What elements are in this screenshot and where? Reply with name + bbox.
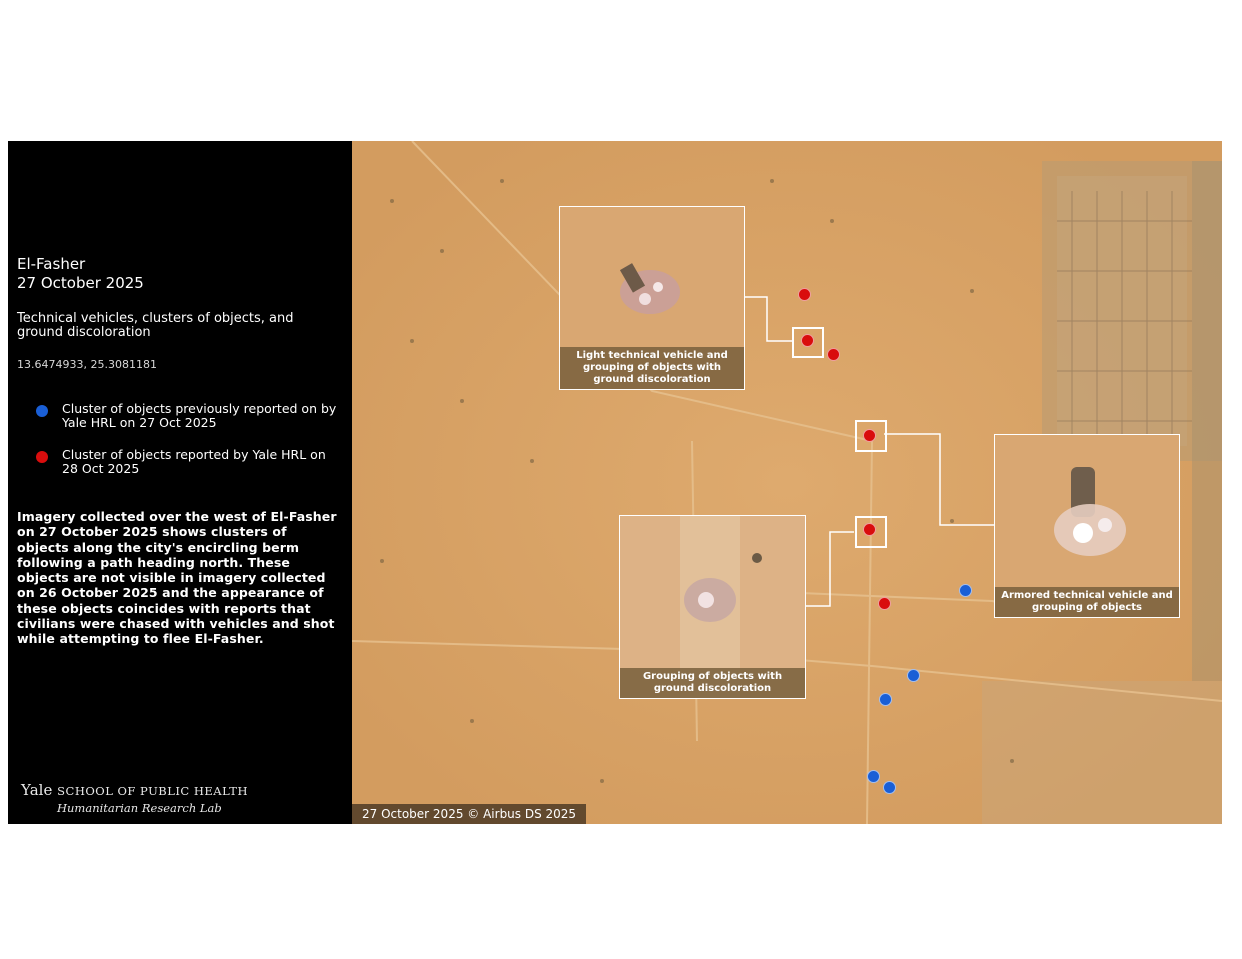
blue-marker[interactable] (879, 693, 892, 706)
title-location: El-Fasher (17, 255, 86, 273)
subtitle: Technical vehicles, clusters of objects, and ground discoloration (17, 311, 294, 340)
coordinates: 13.6474933, 25.3081181 (17, 358, 157, 371)
inset-grouping (619, 515, 806, 699)
red-marker[interactable] (863, 429, 876, 442)
red-marker[interactable] (801, 334, 814, 347)
logo-school: SCHOOL OF PUBLIC HEALTH (57, 784, 248, 798)
red-marker[interactable] (878, 597, 891, 610)
blue-dot-icon (36, 405, 48, 417)
inset-light-technical (559, 206, 745, 390)
logo-lab: Humanitarian Research Lab (57, 801, 222, 815)
red-dot-icon (36, 451, 48, 463)
inset-caption: Grouping of objects with ground discoloration (620, 668, 805, 698)
inset-caption: Armored technical vehicle and grouping of objects (995, 587, 1179, 617)
legend-label-red: Cluster of objects reported by Yale HRL on 28 Oct 2025 (62, 447, 326, 476)
slide (8, 141, 1222, 824)
page-title (17, 255, 144, 293)
imagery-credit: 27 October 2025 © Airbus DS 2025 (352, 804, 586, 824)
info-panel (8, 141, 352, 824)
description: Imagery collected over the west of El-Fasher on 27 October 2025 shows clusters of objects along the city's encircling berm following a path heading north. These objects are not visible in imagery collected on 26 October 2025 and the appearance of these objects coincides with reports that civilians were chased with vehicles and shot while attempting to flee El-Fasher. (17, 509, 337, 647)
logo-yale: Yale (21, 781, 53, 799)
title-date: 27 October 2025 (17, 274, 144, 292)
red-marker[interactable] (827, 348, 840, 361)
inset-armored-technical (994, 434, 1180, 618)
satellite-map (352, 141, 1222, 824)
red-marker[interactable] (798, 288, 811, 301)
blue-marker[interactable] (883, 781, 896, 794)
blue-marker[interactable] (959, 584, 972, 597)
yale-logo (21, 781, 248, 815)
legend-label-blue: Cluster of objects previously reported on by Yale HRL on 27 Oct 2025 (62, 401, 337, 430)
inset-caption: Light technical vehicle and grouping of objects with ground discoloration (560, 347, 744, 389)
blue-marker[interactable] (867, 770, 880, 783)
red-marker[interactable] (863, 523, 876, 536)
blue-marker[interactable] (907, 669, 920, 682)
